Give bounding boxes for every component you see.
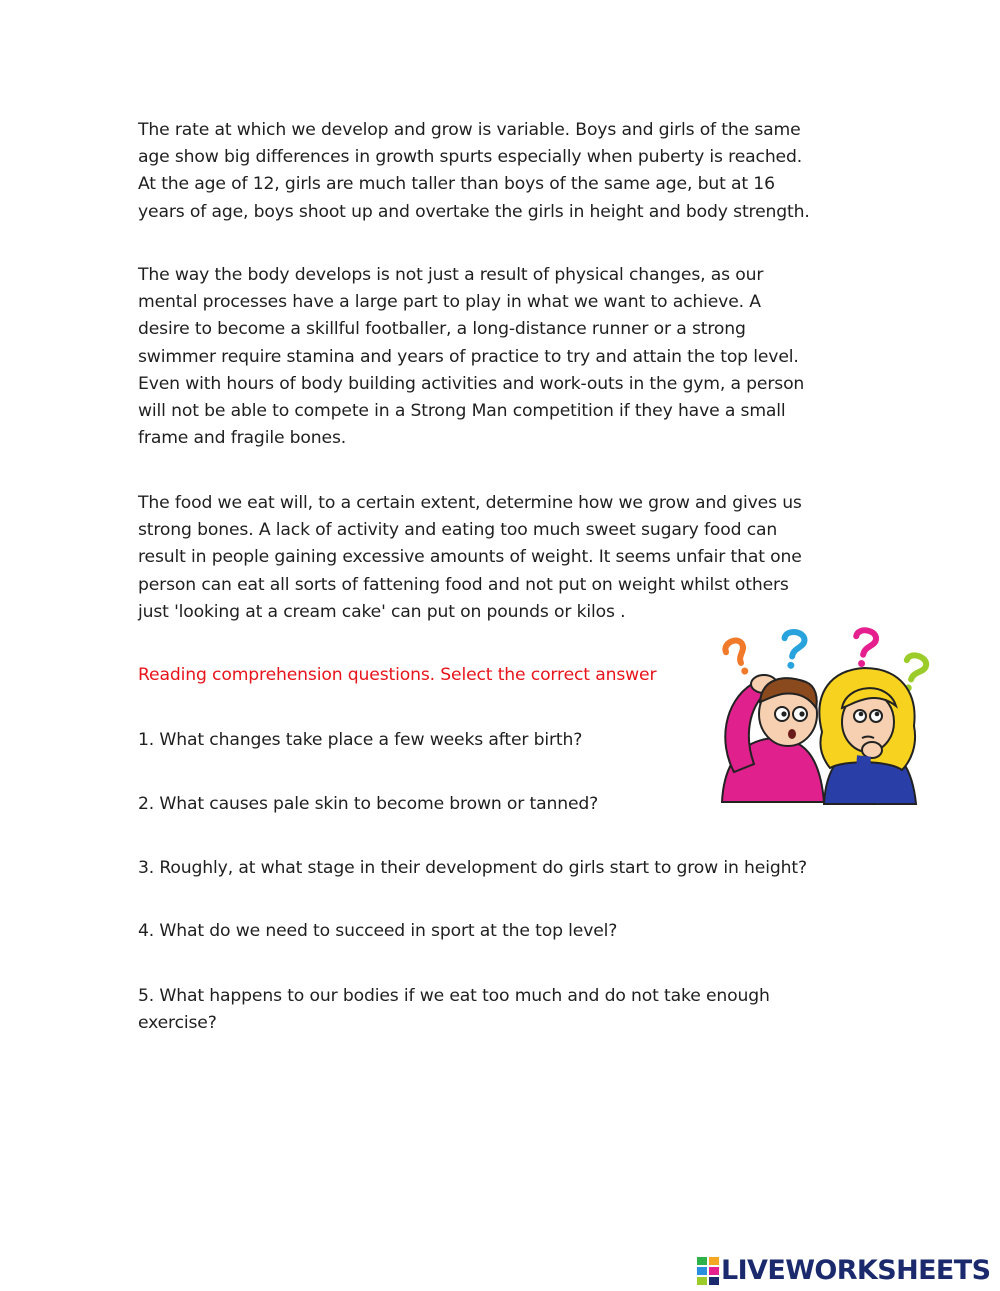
question-2 <box>138 791 598 818</box>
paragraph-line: The way the body develops is not just a result of physical changes, as our <box>138 265 764 285</box>
paragraph-line: person can eat all sorts of fattening food and not put on weight whilst others <box>138 574 789 595</box>
question-text: exercise? <box>138 1013 217 1034</box>
paragraph-food <box>138 490 898 626</box>
paragraph-line: strong bones. A lack of activity and eating too much sweet sugary food can <box>138 520 778 541</box>
question-mark-magenta-icon <box>851 629 877 669</box>
paragraph-line: swimmer require stamina and years of practice to try and attain the top level. <box>138 346 799 367</box>
paragraph-line: will not be able to compete in a Strong Man competition if they have a small <box>138 401 786 422</box>
liveworksheets-logo <box>697 1252 990 1288</box>
paragraph-growth-rate <box>138 117 898 226</box>
paragraph-line: frame and fragile bones. <box>138 428 347 449</box>
paragraph-line: The rate at which we develop and grow is variable. Boys and girls of the same <box>138 120 801 140</box>
question-text: 5. What happens to our bodies if we eat too much and do not take enough <box>138 986 770 1006</box>
question-text: 4. What do we need to succeed in sport at the top level? <box>138 921 618 941</box>
paragraph-line: years of age, boys shoot up and overtake the girls in height and body strength. <box>138 201 810 222</box>
paragraph-line: mental processes have a large part to play in what we want to achieve. A <box>138 292 761 313</box>
confused-kids-question-marks-icon <box>712 622 947 814</box>
liveworksheets-logo-icon <box>697 1255 719 1285</box>
question-5 <box>138 983 770 1037</box>
question-text: 2. What causes pale skin to become brown or tanned? <box>138 794 599 814</box>
question-text: 3. Roughly, at what stage in their development do girls start to grow in height? <box>138 858 807 878</box>
girl-figure <box>819 668 916 804</box>
paragraph-line: desire to become a skillful footballer, a long-distance runner or a strong <box>138 319 746 340</box>
paragraph-line: Even with hours of body building activities and work-outs in the gym, a person <box>138 373 805 394</box>
question-3 <box>138 855 807 882</box>
question-text: 1. What changes take place a few weeks after birth? <box>138 730 583 750</box>
instruction-heading: Reading comprehension questions. Select the correct answer <box>138 665 657 685</box>
paragraph-body-development <box>138 262 898 452</box>
paragraph-line: At the age of 12, girls are much taller than boys of the same age, but at 16 <box>138 174 775 195</box>
question-mark-blue-icon <box>780 631 805 670</box>
paragraph-line: age show big differences in growth spurts especially when puberty is reached. <box>138 147 803 168</box>
question-1 <box>138 727 582 754</box>
paragraph-line: result in people gaining excessive amounts of weight. It seems unfair that one <box>138 547 802 568</box>
question-mark-orange-icon <box>723 638 755 678</box>
boy-figure <box>722 675 824 802</box>
paragraph-line: just 'looking at a cream cake' can put on pounds or kilos . <box>138 601 626 622</box>
paragraph-line: The food we eat will, to a certain extent, determine how we grow and gives us <box>138 493 802 513</box>
question-4 <box>138 918 617 945</box>
logo-text: LIVEWORKSHEETS <box>721 1254 991 1286</box>
